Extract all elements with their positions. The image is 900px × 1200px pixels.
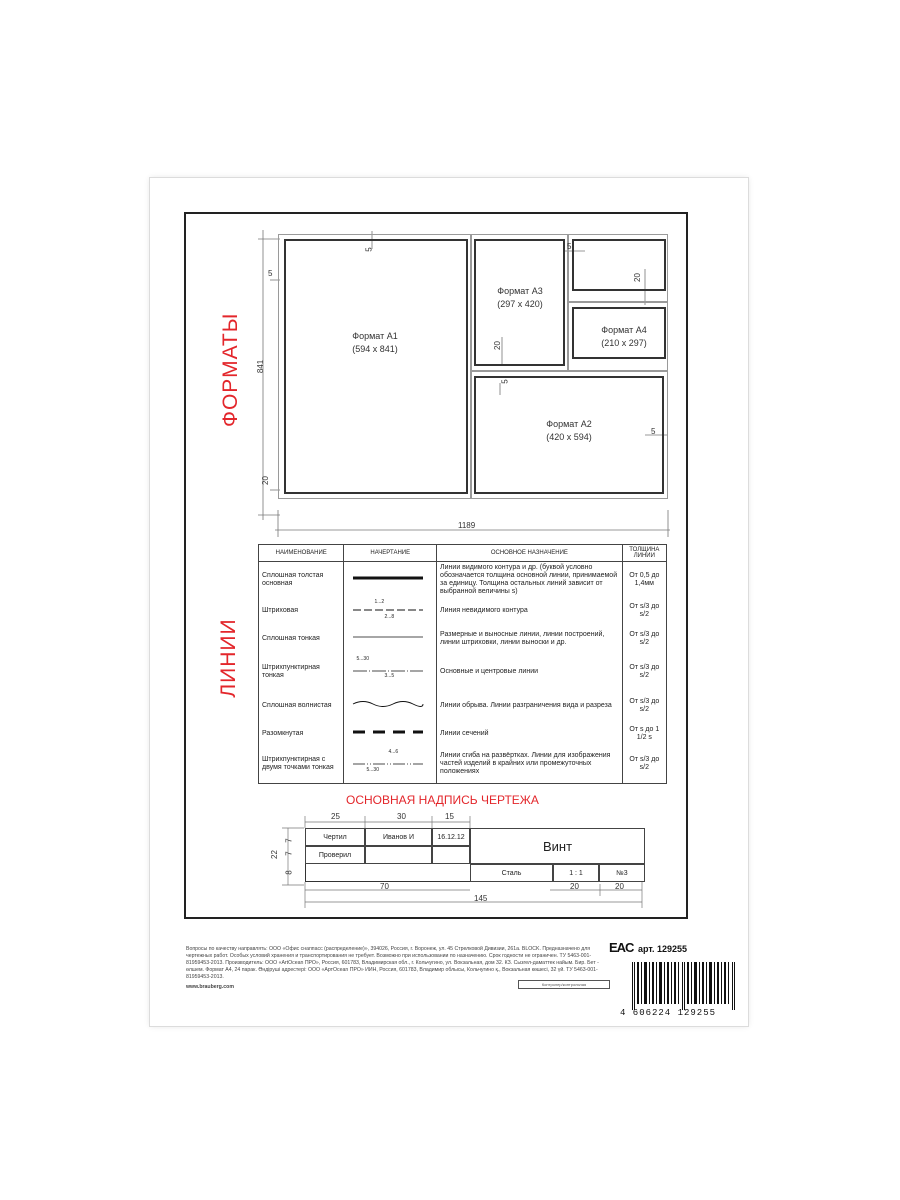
- format-a4-name: Формат А4: [601, 325, 647, 335]
- line-purpose: Размерные и выносные линии, линии построений, линии штриховки, линии выноски и др.: [437, 624, 623, 654]
- col-name-header: НАИМЕНОВАНИЕ: [259, 545, 344, 562]
- stamp-dim-15: 15: [445, 812, 454, 821]
- stamp-dim-145: 145: [474, 894, 488, 903]
- lines-table-header: [259, 545, 667, 562]
- table-row: [259, 654, 667, 690]
- line-purpose: Линии обрыва. Линии разграничения вида и разреза: [437, 690, 623, 722]
- line-name: Разомкнутая: [259, 722, 344, 746]
- dim-841: 841: [256, 359, 266, 374]
- drawing-number: №3: [599, 864, 645, 882]
- stamp-dim-8: 8: [284, 870, 294, 875]
- checked-by-name: [365, 846, 432, 864]
- line-thickness: От s/3 до s/2: [622, 598, 666, 624]
- line-thickness: От s/3 до s/2: [622, 654, 666, 690]
- dim-5-a1-left: 5: [268, 269, 273, 278]
- stamp-dim-25: 25: [331, 812, 340, 821]
- dim-5-a1-top: 5: [364, 247, 374, 252]
- line-sample: [344, 598, 437, 624]
- dashdotdot-length-dim: 5...30: [366, 766, 379, 773]
- line-thickness: От 0,5 до 1,4мм: [622, 562, 666, 598]
- control-stamp-box: Контролер/контрольная: [518, 980, 610, 989]
- line-name: Штриховая: [259, 598, 344, 624]
- stamp-dim-30: 30: [397, 812, 406, 821]
- stamp-dim-20b: 20: [615, 882, 624, 891]
- stamp-dim-7b: 7: [284, 851, 294, 856]
- drawn-date: 16.12.12: [432, 828, 470, 846]
- line-name: Сплошная тонкая: [259, 624, 344, 654]
- barcode-icon: [630, 962, 738, 1010]
- dim-1189: 1189: [458, 521, 476, 530]
- line-name: Штрихпунктирная тонкая: [259, 654, 344, 690]
- line-thickness: От s/3 до s/2: [622, 690, 666, 722]
- dim-5-a2-left: 5: [500, 379, 510, 384]
- format-a2-name: Формат А2: [546, 419, 592, 429]
- line-sample: [344, 624, 437, 654]
- stamp-dim-7: 7: [284, 838, 294, 843]
- dim-20-a3: 20: [492, 341, 502, 350]
- dim-20-a1: 20: [260, 476, 270, 485]
- lines-title: ЛИНИИ: [217, 618, 240, 698]
- drawn-by-label: Чертил: [305, 828, 365, 846]
- line-purpose: Линии сгиба на развёртках. Линии для изображения частей изделий в крайних или промежуточных положениях: [437, 746, 623, 784]
- line-sample: [344, 654, 437, 690]
- line-thickness: От s/3 до s/2: [622, 746, 666, 784]
- scale: 1 : 1: [553, 864, 599, 882]
- col-thickness-header: ТОЛЩИНА ЛИНИИ: [622, 545, 666, 562]
- line-purpose: Линия невидимого контура: [437, 598, 623, 624]
- format-a2-size: (420 х 594): [546, 432, 592, 442]
- format-a4-top: [572, 239, 666, 291]
- format-a4-size: (210 х 297): [601, 338, 647, 348]
- format-a3-label: [478, 285, 562, 311]
- format-a1-label: [300, 330, 450, 356]
- line-sample: [344, 746, 437, 784]
- dim-5-a3: 5: [567, 242, 572, 251]
- dash-gap-dim: 1...2: [374, 598, 385, 605]
- stamp-dim-70: 70: [380, 882, 389, 891]
- line-sample: [344, 722, 437, 746]
- dim-20-a4: 20: [632, 273, 642, 282]
- line-purpose: Линии видимого контура и др. (буквой условно обозначается толщина основной линии, принимаемой за единицу. Толщина остальных линий зависит от выбранной величины s): [437, 562, 623, 598]
- material: Сталь: [470, 864, 553, 882]
- stamp-dim-22: 22: [269, 850, 279, 859]
- line-name: Штрихпунктирная с двумя точками тонкая: [259, 746, 344, 784]
- eac-mark: EAC: [609, 940, 634, 955]
- drawn-by-name: Иванов И: [365, 828, 432, 846]
- format-a1-name: Формат А1: [352, 331, 398, 341]
- line-sample: [344, 690, 437, 722]
- checked-date: [432, 846, 470, 864]
- table-row: [259, 722, 667, 746]
- table-row: [259, 690, 667, 722]
- line-purpose: Линии сечений: [437, 722, 623, 746]
- line-name: Сплошная волнистая: [259, 690, 344, 722]
- format-a3-size: (297 х 420): [497, 299, 543, 309]
- dashdotdot-gap-dim: 4...6: [388, 748, 399, 755]
- format-a1: [284, 239, 468, 494]
- table-row: [259, 624, 667, 654]
- col-purpose-header: ОСНОВНОЕ НАЗНАЧЕНИЕ: [437, 545, 623, 562]
- dash-length-dim: 2...8: [384, 613, 395, 620]
- col-style-header: НАЧЕРТАНИЕ: [344, 545, 437, 562]
- line-name: Сплошная толстая основная: [259, 562, 344, 598]
- formats-title: ФОРМАТЫ: [219, 312, 242, 427]
- table-row: [259, 746, 667, 784]
- format-a3-name: Формат А3: [497, 286, 543, 296]
- dashdot-gap-dim: 3...5: [384, 672, 395, 679]
- lines-table: [258, 544, 667, 784]
- dim-5-a2-right: 5: [651, 427, 656, 436]
- stamp-dim-20a: 20: [570, 882, 579, 891]
- dashdot-length-dim: 5...30: [356, 655, 369, 662]
- line-thickness: От s до 1 1/2 s: [622, 722, 666, 746]
- checked-by-label: Проверил: [305, 846, 365, 864]
- barcode-number: 4 606224 129255: [620, 1008, 717, 1018]
- line-purpose: Основные и центровые линии: [437, 654, 623, 690]
- format-a4-label: [586, 324, 662, 350]
- line-sample: [344, 562, 437, 598]
- table-row: [259, 598, 667, 624]
- article-number: арт. 129255: [638, 944, 688, 954]
- table-row: [259, 562, 667, 598]
- format-a1-size: (594 х 841): [352, 344, 398, 354]
- part-name: Винт: [470, 828, 645, 864]
- footer-website: www.brauberg.com: [186, 984, 234, 990]
- footer-info: Вопросы по качеству направлять: ООО «Офис снаппасс (распределение)», 394026, Россия, г. Воронеж, ул. 45 Стрелковой Дивизии, 261а. BLOCK. Предназначено для чертежных работ. Особых условий хранения и транспортирования не требует. Возможно при использовании по назначению. Срок годности не ограничен. ТУ 5463-001-81959453-2013. Производитель: ООО «ArtOcean ПРО», Россия, 601783, Владимирская обл., г. Кольчугино, ул. Вокзальная, дом 32. КЗ. Сызгел-даматтек найым. Бир. Бет - өлшем. Формат А4, 24 парак. Өндіруші адрестері: ООО «АртОcean ПРО» ИИН, Россия, 601783, Владимир облысы, Кольчугино қ., Вокзальная көшесі, 32 үй. ТУ 5463-001-81959453-2013.: [186, 946, 599, 980]
- line-thickness: От s/3 до s/2: [622, 624, 666, 654]
- format-a2-label: [510, 418, 628, 444]
- title-block-heading: ОСНОВНАЯ НАДПИСЬ ЧЕРТЕЖА: [346, 793, 539, 807]
